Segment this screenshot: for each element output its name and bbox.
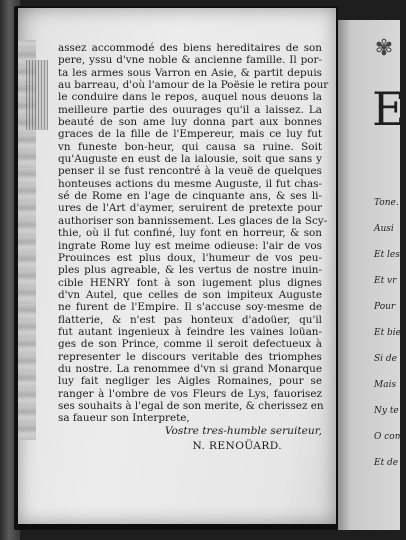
text-line: au barreau, d'où l'amour de la Poësie le retira pour <box>58 79 329 92</box>
facing-line-fragment: O com <box>374 432 404 442</box>
author-signature: N. RENOÜARD. <box>192 440 282 452</box>
facing-line-fragment: Et les <box>374 250 400 260</box>
text-line: sa faueur son Interprete, <box>58 412 190 425</box>
text-line: authoriser son bannissement. Les glaces de la Scy- <box>58 214 328 227</box>
facing-line-fragment: Ny te <box>374 406 399 416</box>
text-line: penser il se fust rencontré à la veuë de quelques <box>58 165 322 178</box>
text-line: cible HENRY font à son iugement plus dignes <box>58 276 322 289</box>
text-line: representer le discours veritable des triomphes <box>58 350 322 363</box>
facing-line-fragment: Et vr <box>374 276 397 286</box>
text-line: flatterie, & n'est pas honteux d'adoüer, qu'il <box>58 313 322 326</box>
text-line: graces de la fille de l'Empereur, mais ce luy fut <box>58 128 322 141</box>
text-line: honteuses actions du mesme Auguste, il fut chas- <box>58 177 322 190</box>
facing-line-fragment: Et de <box>374 458 399 468</box>
facing-page-text <box>374 190 404 476</box>
text-line: ses souhaits à l'egal de son merite, & cherissez en <box>58 399 324 412</box>
text-line: qu'Auguste en eust de la ialousie, soit que sans y <box>58 153 322 166</box>
signature-block <box>146 424 322 454</box>
text-line: Prouinces est plus doux, l'humeur de vos peu- <box>58 251 322 264</box>
text-line: luy fait negliger les Aigles Romaines, pour se <box>58 375 322 388</box>
facing-line-fragment: Et bie <box>374 328 402 338</box>
facing-line-fragment: Ausi <box>374 224 394 234</box>
text-line: du nostre. La renommee d'vn si grand Monarque <box>58 362 322 375</box>
text-line: ranger à l'ombre de vos Fleurs de Lys, fauorisez <box>58 387 322 400</box>
facing-line-fragment: Si de <box>374 354 397 364</box>
dedication-text <box>58 42 329 425</box>
text-line: le conduire dans le repos, auquel nous deuons la <box>58 91 322 104</box>
text-line: meilleure partie des ouurages qu'il a laissez. La <box>58 103 322 116</box>
text-line: vn funeste bon-heur, qui causa sa ruine. Soit <box>58 140 322 153</box>
engraving-fragment <box>26 60 48 130</box>
drop-cap-initial: E <box>372 82 406 136</box>
text-line: ges de son Prince, comme il seroit defectueux à <box>58 338 322 351</box>
text-line: assez accommodé des biens hereditaires de son <box>58 42 322 54</box>
closing-line: Vostre tres-humble seruiteur, <box>164 425 322 437</box>
text-line: fut autant ingenieux à feindre les vaines loüan- <box>58 325 322 338</box>
text-line: pere, yssu d'vne noble & ancienne famille. Il por- <box>58 54 322 67</box>
text-line: beauté de son ame luy donna part aux bonnes <box>58 116 322 129</box>
facing-line-fragment: Mais <box>374 380 397 390</box>
text-line: thie, où il fut confiné, luy font en horreur, & son <box>58 227 322 240</box>
text-line: ne furent de l'Empire. Il s'accuse soy-mesme de <box>58 301 322 314</box>
text-line: ures de l'Art d'aymer, seruirent de pretexte pour <box>58 202 322 215</box>
facing-line-fragment: Pour <box>374 302 396 312</box>
facing-line-fragment: Tone. <box>374 198 399 208</box>
fleuron-ornament-icon: ✾ <box>374 36 394 61</box>
text-line: d'vn Autel, que celles de son impiteux Auguste <box>58 288 322 301</box>
text-line: ingrate Rome luy est meime odieuse: l'air de vos <box>58 239 322 252</box>
text-line: sé de Rome en l'age de cinquante ans, & ses li- <box>58 190 322 203</box>
text-line: ples plus agreable, & les vertus de nostre inuin- <box>58 264 322 277</box>
text-line: ta les armes sous Varron en Asie, & partit depuis <box>58 66 322 79</box>
